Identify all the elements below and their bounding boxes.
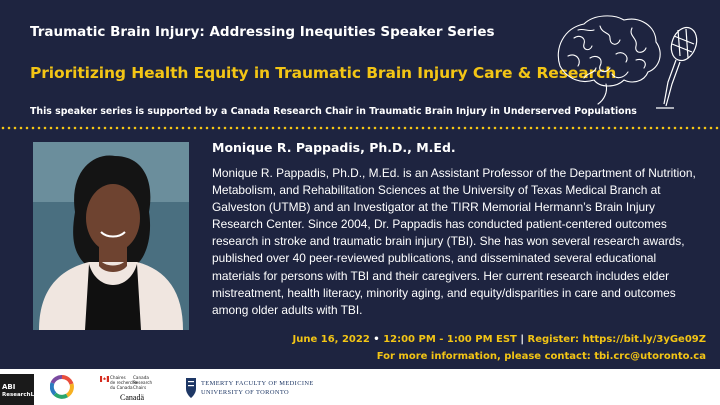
bullet-separator: •: [373, 334, 380, 345]
pipe-separator: |: [520, 334, 525, 345]
dotted-divider: [0, 126, 720, 130]
event-details: [293, 334, 706, 345]
canada-flag-icon: [100, 376, 109, 382]
speaker-name: Monique R. Pappadis, Ph.D., M.Ed.: [212, 140, 456, 155]
support-statement: This speaker series is supported by a Canada Research Chair in Traumatic Brain Injury in Underserved Populations: [30, 106, 637, 117]
speaker-photo: [33, 142, 189, 330]
canada-wordmark: Canadä: [120, 393, 144, 402]
contact-email[interactable]: tbi.crc@utoronto.ca: [594, 351, 706, 362]
talk-title: Prioritizing Health Equity in Traumatic Brain Injury Care & Research: [30, 64, 617, 82]
uoft-crest-icon: [185, 377, 197, 399]
canada-research-chairs-logo: Chaires de recherche du Canada Canada Research Chairs Canadä: [100, 374, 170, 402]
speaker-bio: Monique R. Pappadis, Ph.D., M.Ed. is an Assistant Professor of the Department of Nutrition, Metabolism, and Rehabilitation Sciences at the University of Texas Medical Branch at Galveston (UTMB) and an Investigator at the TIRR Memorial Hermann’s Brain Injury Research Center. Since 2004, Dr. Pappadis has conducted patient-centered outcomes research in stroke and traumatic brain injury (TBI). She has won several research awards, published over 40 peer-reviewed publications, and disseminated several educational materials for persons with TBI and their caregivers. Her current research includes elder mistreatment, health literacy, minority aging, and equity/disparities in care and outcomes among older adults with TBI.: [212, 166, 696, 317]
brain-microphone-illustration: [548, 8, 708, 120]
abi-research-lab-logo: ABI ResearchLab: [0, 374, 34, 405]
event-date: June 16, 2022: [292, 334, 370, 345]
register-link[interactable]: https://bit.ly/3yGe09Z: [582, 334, 706, 345]
event-time: 12:00 PM - 1:00 PM EST: [383, 334, 517, 345]
contact-details: [377, 351, 706, 362]
register-label: Register:: [527, 334, 580, 345]
series-title: Traumatic Brain Injury: Addressing Inequities Speaker Series: [30, 24, 495, 40]
uoft-temerty-logo: TEMERTY FACULTY OF MEDICINE UNIVERSITY OF TORONTO: [183, 375, 323, 401]
contact-label: For more information, please contact:: [376, 351, 591, 362]
sponsor-footer: [0, 369, 720, 405]
colored-ring-logo: [50, 375, 74, 399]
